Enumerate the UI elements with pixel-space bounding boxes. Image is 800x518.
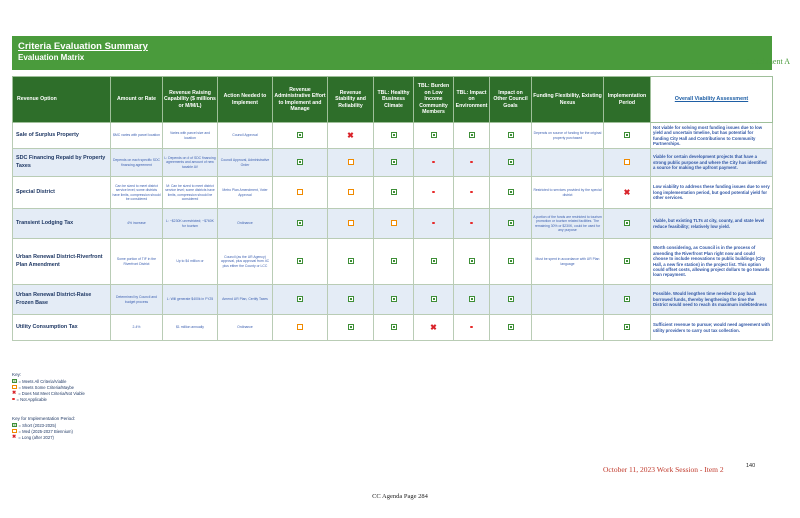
capability-cell: M: Can be sized to meet district service level; some districts have limits, compression should be considered xyxy=(163,177,218,209)
rating-cell xyxy=(454,285,490,315)
flexibility-cell xyxy=(532,149,604,177)
assessment-cell: Low viability to address these funding issues due to very long implementation period, but good potential yield for other services. xyxy=(651,177,773,209)
col-header: Revenue Raising Capability ($ millions or M/M/L) xyxy=(163,77,218,123)
revenue-option: Utility Consumption Tax xyxy=(13,315,111,341)
meets-all-icon xyxy=(348,296,354,302)
key-item xyxy=(12,396,85,402)
col-header: Amount or Rate xyxy=(111,77,163,123)
rating-cell xyxy=(328,285,374,315)
period-cell xyxy=(604,177,651,209)
rating-cell xyxy=(414,177,454,209)
meets-all-icon xyxy=(348,324,354,330)
amount-cell: Depends on each specific SDC financing agreement xyxy=(111,149,163,177)
capability-cell: $1 million annually xyxy=(163,315,218,341)
rating-cell xyxy=(273,149,328,177)
period-cell xyxy=(604,315,651,341)
meets-some-icon xyxy=(391,220,397,226)
not-applicable-icon xyxy=(432,191,435,194)
rating-cell xyxy=(454,149,490,177)
meets-all-icon xyxy=(624,324,630,330)
meets-all-icon xyxy=(391,189,397,195)
rating-cell xyxy=(374,239,414,285)
period-cell xyxy=(604,149,651,177)
rating-cell xyxy=(328,209,374,239)
not-meet-icon: ✖ xyxy=(12,389,17,396)
rating-cell xyxy=(490,177,532,209)
table-row xyxy=(13,239,773,285)
agenda-page: CC Agenda Page 284 xyxy=(372,493,428,500)
key-item xyxy=(12,434,75,440)
assessment-cell: Sufficient revenue to pursue; would need agreement with utility providers to carry out tax collection. xyxy=(651,315,773,341)
rating-cell xyxy=(414,285,454,315)
not-meet-icon: ✖ xyxy=(12,433,17,440)
col-header: TBL: Impact on Environment xyxy=(454,77,490,123)
rating-cell xyxy=(454,209,490,239)
rating-cell xyxy=(490,315,532,341)
rating-cell xyxy=(273,285,328,315)
amount-cell: 2-4% xyxy=(111,315,163,341)
revenue-option: Urban Renewal District-Riverfront Plan Amendment xyxy=(13,239,111,285)
revenue-option: Transient Lodging Tax xyxy=(13,209,111,239)
rating-cell xyxy=(490,209,532,239)
col-header: TBL: Healthy Business Climate xyxy=(374,77,414,123)
meets-all-icon xyxy=(431,258,437,264)
capability-cell: Varies with parcel size and location xyxy=(163,123,218,149)
col-header: Revenue Option xyxy=(13,77,111,123)
action-cell: Council Approval xyxy=(218,123,273,149)
meets-some-icon xyxy=(348,159,354,165)
not-applicable-icon xyxy=(432,161,435,164)
table-row xyxy=(13,123,773,149)
amount-cell: Can be sized to meet district service level; some districts have limits, compression should be considered xyxy=(111,177,163,209)
attachment-label: Attachment A xyxy=(745,57,790,66)
rating-cell xyxy=(414,123,454,149)
revenue-option: SDC Financing Repaid by Property Taxes xyxy=(13,149,111,177)
col-header: TBL: Burden on Low Income Community Members xyxy=(414,77,454,123)
period-cell xyxy=(604,209,651,239)
key-label: = Med (2025-2027 Biennium) xyxy=(18,428,73,434)
meets-all-icon xyxy=(508,132,514,138)
rating-cell xyxy=(273,209,328,239)
rating-cell xyxy=(374,315,414,341)
rating-cell xyxy=(454,177,490,209)
rating-cell xyxy=(414,209,454,239)
not-meet-icon: ✖ xyxy=(347,130,354,140)
meets-all-icon xyxy=(391,258,397,264)
evaluation-matrix xyxy=(12,76,773,341)
rating-cell xyxy=(273,315,328,341)
not-applicable-icon xyxy=(470,191,473,194)
key-label: = Long (after 2027) xyxy=(18,434,54,440)
amount-cell: Determined by Council and budget process xyxy=(111,285,163,315)
rating-cell xyxy=(454,315,490,341)
capability-cell: Up to $4 million or xyxy=(163,239,218,285)
amount-cell: Some portion of TIF in the Riverfront District xyxy=(111,239,163,285)
meets-all-icon xyxy=(12,379,17,384)
rating-cell xyxy=(454,123,490,149)
rating-cell xyxy=(328,123,374,149)
meets-all-icon xyxy=(348,258,354,264)
page-title: Criteria Evaluation Summary xyxy=(18,41,148,52)
rating-cell xyxy=(414,239,454,285)
col-header: Impact on Other Council Goals xyxy=(490,77,532,123)
col-header: Implementation Period xyxy=(604,77,651,123)
action-cell: Council (as the UR Agency) approval, plus approval from 4C plus either the County or LCC xyxy=(218,239,273,285)
capability-cell: L: Depends on # of SDC financing agreements and amount of new taxable AV xyxy=(163,149,218,177)
action-cell: Council Approval, Administrative Order xyxy=(218,149,273,177)
header-banner xyxy=(12,36,772,70)
meets-some-icon xyxy=(348,189,354,195)
table-row xyxy=(13,315,773,341)
rating-cell xyxy=(374,149,414,177)
col-header: Funding Flexibility, Existing Nexus xyxy=(532,77,604,123)
key-item xyxy=(12,390,85,396)
assessment-cell: Viable, but existing TLTs at city, county, and state level reduce feasibility; relatively low yield. xyxy=(651,209,773,239)
key-item xyxy=(12,428,75,434)
col-header-assessment[interactable]: Overall Viability Assessment xyxy=(651,77,773,123)
meets-some-icon xyxy=(348,220,354,226)
meets-all-icon xyxy=(297,159,303,165)
meets-all-icon xyxy=(508,258,514,264)
meets-some-icon xyxy=(624,159,630,165)
key-title: Key: xyxy=(12,372,22,377)
rating-cell xyxy=(454,239,490,285)
meets-all-icon xyxy=(391,159,397,165)
rating-cell xyxy=(374,209,414,239)
period-cell xyxy=(604,123,651,149)
page-number: 140 xyxy=(746,463,756,469)
table-row xyxy=(13,209,773,239)
not-applicable-icon xyxy=(470,326,473,329)
meets-all-icon xyxy=(297,258,303,264)
not-applicable-icon xyxy=(470,222,473,225)
key-item xyxy=(12,384,85,390)
rating-cell xyxy=(328,149,374,177)
meets-some-icon xyxy=(12,385,17,390)
key-label: = Short (2023-2025) xyxy=(18,422,57,428)
period-key xyxy=(12,416,75,440)
meets-all-icon xyxy=(624,220,630,226)
meets-all-icon xyxy=(469,296,475,302)
assessment-cell: Worth considering, as Council is in the process of amending the Riverfront Plan right now and could choose to include renovations to public buildings (City Hall, a new fire station) in the project list. This option could offset costs, allowing project dollars to go towards loan repayment. xyxy=(651,239,773,285)
period-cell xyxy=(604,285,651,315)
meets-all-icon xyxy=(12,423,17,428)
col-header: Revenue Administrative Effort to Implement and Manage xyxy=(273,77,328,123)
action-cell: Ordinance xyxy=(218,315,273,341)
key-label: = Does Not Meet Criteria/Not Viable xyxy=(18,390,85,396)
rating-cell xyxy=(273,123,328,149)
criteria-key xyxy=(12,372,85,402)
meets-some-icon xyxy=(12,429,17,434)
rating-cell xyxy=(374,177,414,209)
meets-all-icon xyxy=(431,132,437,138)
not-applicable-icon xyxy=(470,161,473,164)
table-row xyxy=(13,285,773,315)
meets-all-icon xyxy=(624,132,630,138)
rating-cell xyxy=(374,285,414,315)
assessment-cell: Viable for certain development projects that have a strong public purpose and where the City has identified a source for making the upfront payment. xyxy=(651,149,773,177)
rating-cell xyxy=(414,315,454,341)
col-header: Action Needed to Implement xyxy=(218,77,273,123)
rating-cell xyxy=(328,239,374,285)
meets-all-icon xyxy=(508,220,514,226)
capability-cell: L: ~$230K unrestricted; ~$760K for tourism xyxy=(163,209,218,239)
revenue-option: Urban Renewal District-Raise Frozen Base xyxy=(13,285,111,315)
key-label: = Meets Some Criteria/Maybe xyxy=(18,384,75,390)
flexibility-cell xyxy=(532,315,604,341)
meets-all-icon xyxy=(508,189,514,195)
meets-all-icon xyxy=(297,132,303,138)
meets-all-icon xyxy=(469,132,475,138)
flexibility-cell: Depends on source of funding for the original property purchased xyxy=(532,123,604,149)
rating-cell xyxy=(490,239,532,285)
key-label: = Meets All Criteria/Viable xyxy=(18,378,67,384)
revenue-option: Special District xyxy=(13,177,111,209)
not-applicable-icon xyxy=(12,398,15,401)
meets-all-icon xyxy=(508,296,514,302)
amount-cell: $MC varies with parcel location xyxy=(111,123,163,149)
rating-cell xyxy=(273,239,328,285)
rating-cell xyxy=(490,285,532,315)
work-session-date: October 11, 2023 Work Session - Item 2 xyxy=(603,465,724,474)
rating-cell xyxy=(490,123,532,149)
not-applicable-icon xyxy=(432,222,435,225)
table-row xyxy=(13,177,773,209)
meets-all-icon xyxy=(508,159,514,165)
meets-some-icon xyxy=(297,189,303,195)
assessment-cell: Not viable for solving most funding issues due to low yield and uncertain timeline, but has potential for funding City Hall and Contributions to Community Partnerships. xyxy=(651,123,773,149)
rating-cell xyxy=(328,315,374,341)
meets-all-icon xyxy=(624,296,630,302)
rating-cell xyxy=(414,149,454,177)
rating-cell xyxy=(490,149,532,177)
meets-all-icon xyxy=(469,258,475,264)
meets-all-icon xyxy=(297,296,303,302)
meets-all-icon xyxy=(391,132,397,138)
key-label: = Not Applicable xyxy=(16,396,47,402)
rating-cell xyxy=(374,123,414,149)
meets-all-icon xyxy=(431,296,437,302)
period-key-title: Key for Implementation Period: xyxy=(12,416,76,421)
rating-cell xyxy=(273,177,328,209)
meets-all-icon xyxy=(391,296,397,302)
meets-some-icon xyxy=(297,324,303,330)
meets-all-icon xyxy=(297,220,303,226)
meets-all-icon xyxy=(391,324,397,330)
header-row xyxy=(13,77,773,123)
not-meet-icon: ✖ xyxy=(623,187,631,197)
action-cell: Metro Plan Amendment, Voter Approval xyxy=(218,177,273,209)
meets-all-icon xyxy=(624,258,630,264)
table-row xyxy=(13,149,773,177)
action-cell: Ordinance xyxy=(218,209,273,239)
rating-cell xyxy=(328,177,374,209)
action-cell: Amend UR Plan, Certify Taxes xyxy=(218,285,273,315)
flexibility-cell: A portion of the funds are restricted to tourism promotion or tourism related facilities. The remaining 30% or $230K, could be used for any purpose xyxy=(532,209,604,239)
flexibility-cell xyxy=(532,285,604,315)
revenue-option: Sale of Surplus Property xyxy=(13,123,111,149)
assessment-cell: Possible. Would lengthen time needed to pay back borrowed funds, thereby lengthening the time the District would need to reach its maximum indebtedness xyxy=(651,285,773,315)
not-meet-icon: ✖ xyxy=(430,322,437,332)
page-subtitle: Evaluation Matrix xyxy=(18,53,85,62)
col-header: Revenue Stability and Reliability xyxy=(328,77,374,123)
period-cell xyxy=(604,239,651,285)
flexibility-cell: Must be spent in accordance with UR Plan language xyxy=(532,239,604,285)
flexibility-cell: Restricted to services provided by the special district xyxy=(532,177,604,209)
amount-cell: 4% increase xyxy=(111,209,163,239)
meets-all-icon xyxy=(508,324,514,330)
capability-cell: L: Will generate $400k in FY25 xyxy=(163,285,218,315)
